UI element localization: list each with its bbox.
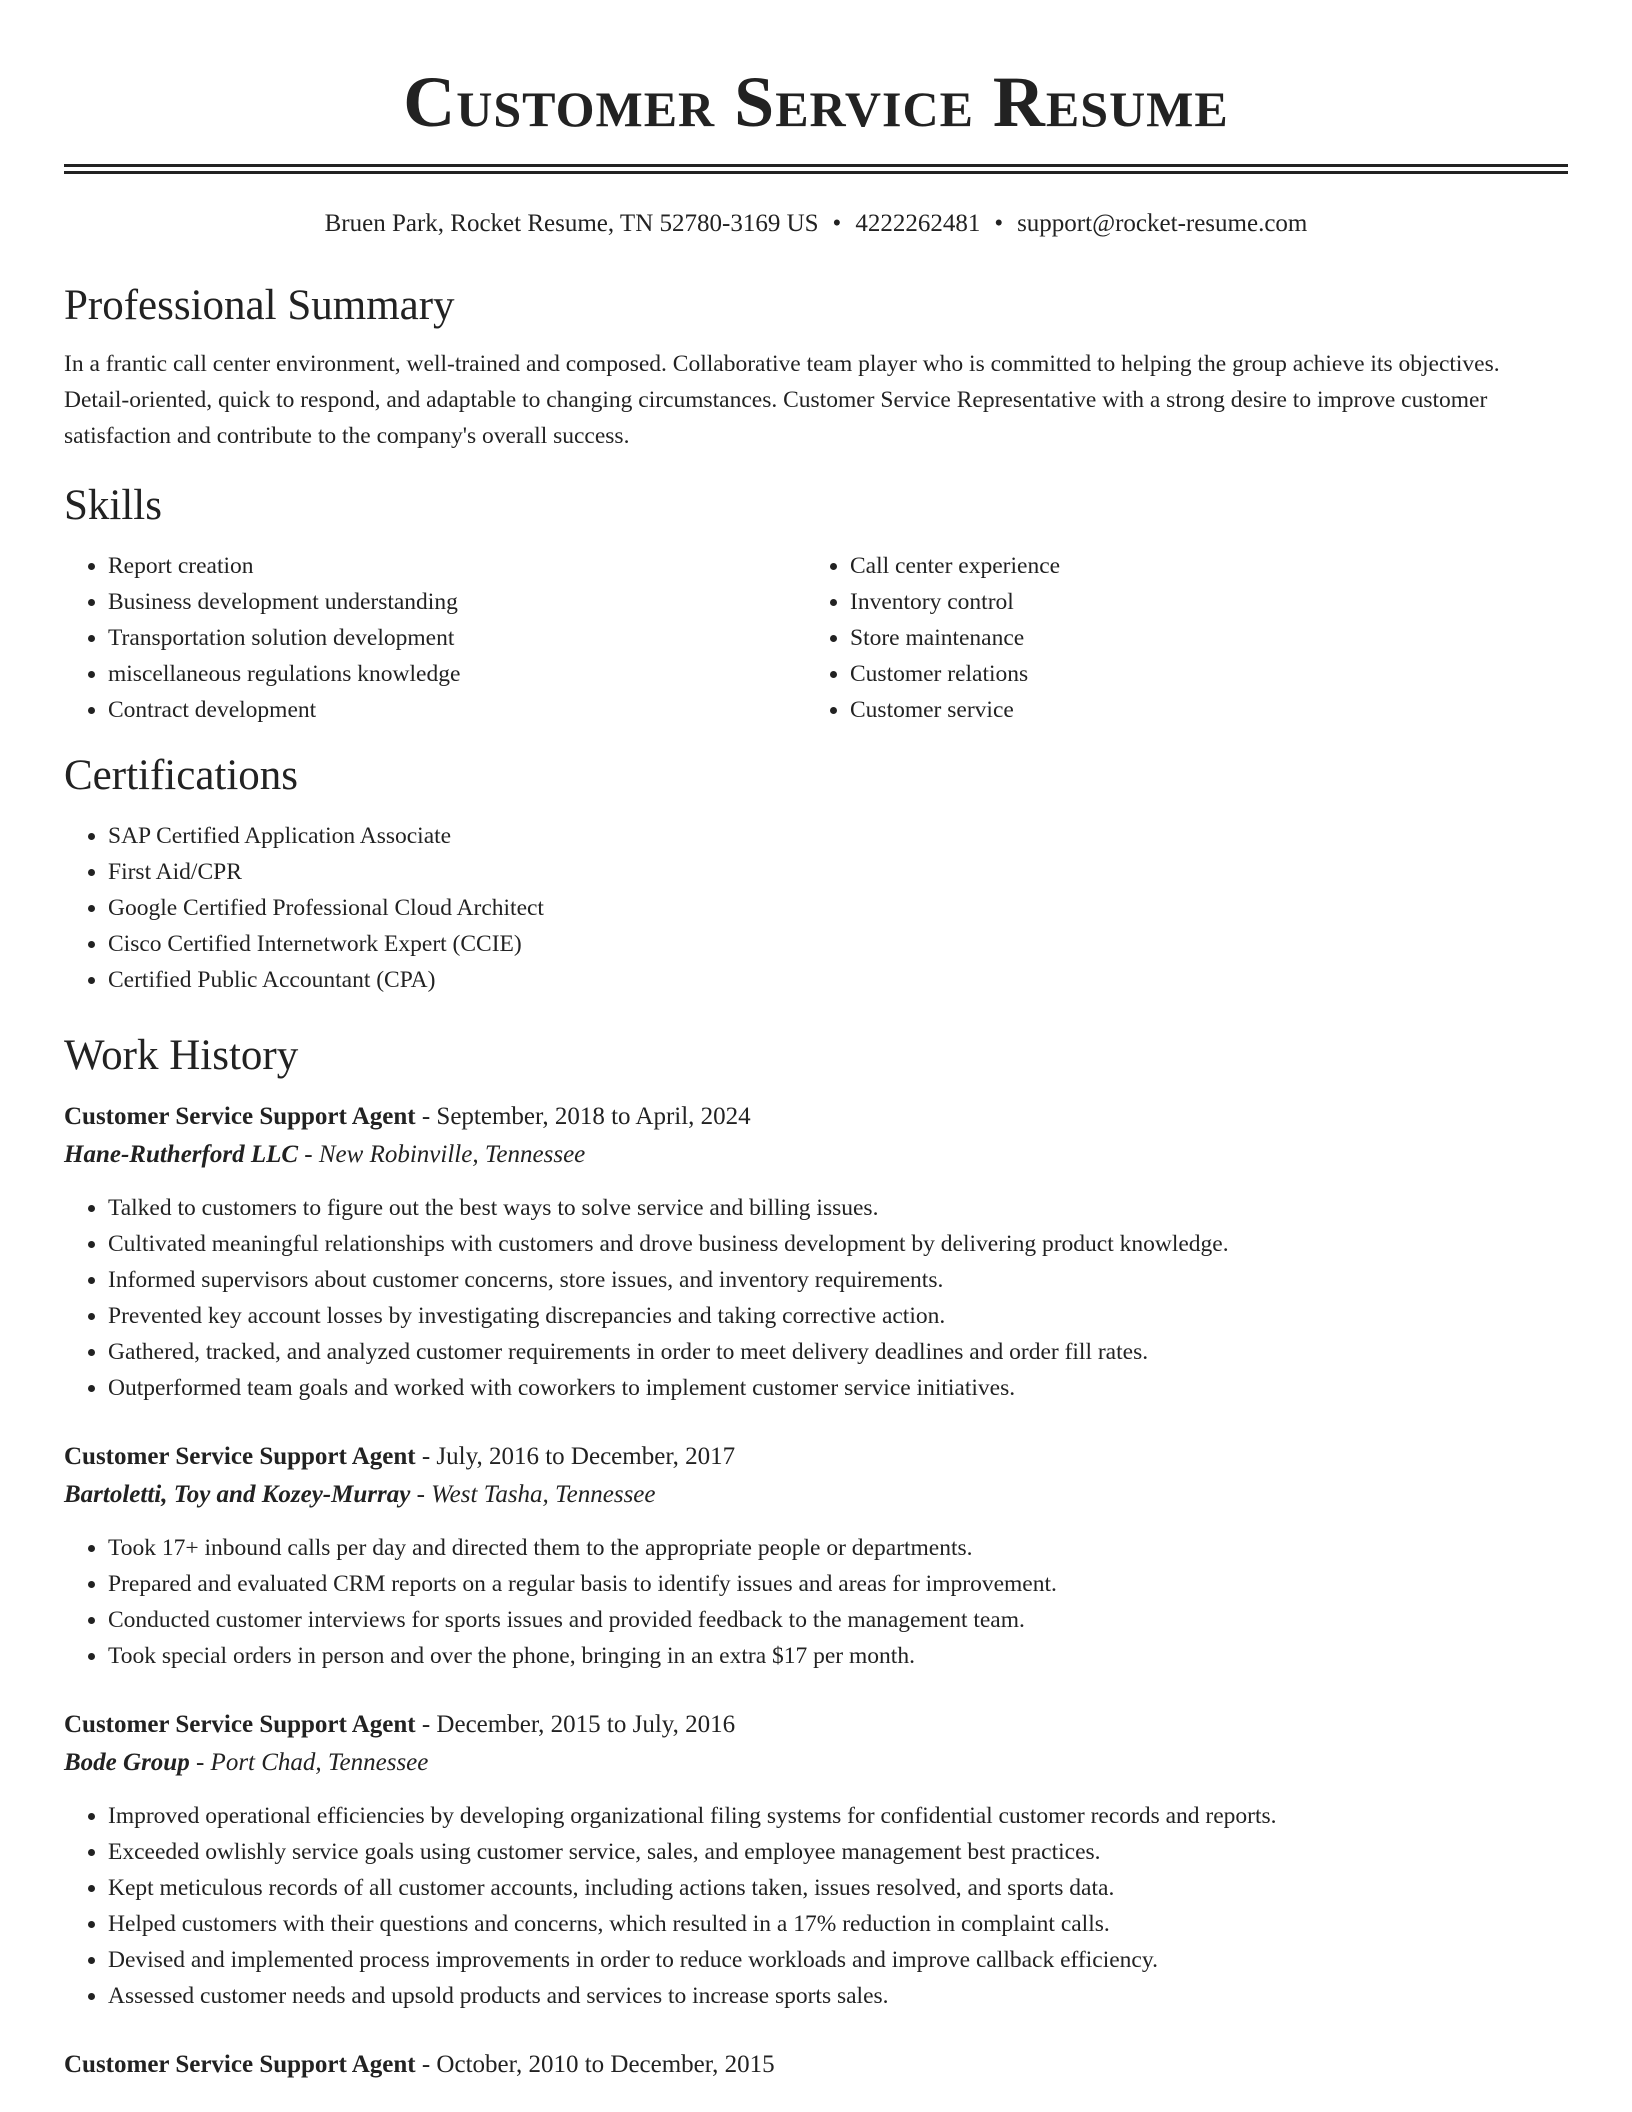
certification-item: • SAP Certified Application Associate bbox=[108, 818, 1568, 854]
job-header bbox=[64, 2046, 1568, 2084]
summary-text: In a frantic call center environment, well-trained and composed. Collaborative team player who is committed to helping the group achieve its objectives. Detail-oriented, quick to respond, and adaptable to changing circumstances. Customer Service Representative with a strong desire to improve customer satisfaction and contribute to the company's overall success. bbox=[64, 351, 1500, 449]
contact-email[interactable]: support@rocket-resume.com bbox=[1017, 210, 1308, 237]
job-duty: • Exceeded owlishly service goals using customer service, sales, and employee management best practices. bbox=[108, 1834, 1568, 1870]
job-entry bbox=[64, 1706, 1568, 2014]
certification-item: • Google Certified Professional Cloud Architect bbox=[108, 890, 1568, 926]
skills-heading: Skills bbox=[64, 482, 162, 529]
job-duties-list bbox=[64, 1530, 1568, 1674]
resume-page bbox=[64, 0, 1568, 2084]
certifications-list bbox=[64, 818, 1568, 998]
contact-address: Bruen Park, Rocket Resume, TN 52780-3169 US bbox=[324, 210, 819, 237]
job-duty: • Took 17+ inbound calls per day and directed them to the appropriate people or departments. bbox=[108, 1530, 1568, 1566]
job-duty: • Assessed customer needs and upsold products and services to increase sports sales. bbox=[108, 1978, 1568, 2014]
job-entry bbox=[64, 1098, 1568, 1406]
job-entry bbox=[64, 1438, 1568, 1674]
job-duty: • Took special orders in person and over the phone, bringing in an extra $17 per month. bbox=[108, 1638, 1568, 1674]
job-duty: • Prevented key account losses by investigating discrepancies and taking corrective action. bbox=[108, 1298, 1568, 1334]
job-role: Customer Service Support Agent bbox=[64, 1711, 416, 1738]
job-duties-list bbox=[64, 1190, 1568, 1406]
job-duty: • Cultivated meaningful relationships with customers and drove business development by delivering product knowledge. bbox=[108, 1226, 1568, 1262]
job-dates: - December, 2015 to July, 2016 bbox=[415, 1711, 736, 1738]
job-company: Bartoletti, Toy and Kozey-Murray bbox=[64, 1481, 411, 1508]
job-duty: • Improved operational efficiencies by developing organizational filing systems for confidential customer records and reports. bbox=[108, 1798, 1568, 1834]
job-role: Customer Service Support Agent bbox=[64, 1443, 416, 1470]
skill-item: • Contract development bbox=[108, 692, 806, 728]
contact-phone: 4222262481 bbox=[855, 210, 981, 237]
job-duties-list bbox=[64, 1798, 1568, 2014]
job-duty: • Informed supervisors about customer concerns, store issues, and inventory requirements. bbox=[108, 1262, 1568, 1298]
job-duty: • Conducted customer interviews for sports issues and provided feedback to the management team. bbox=[108, 1602, 1568, 1638]
skill-item: • Inventory control bbox=[850, 584, 1548, 620]
resume-title: Customer Service Resume bbox=[403, 62, 1229, 142]
skill-item: • Transportation solution development bbox=[108, 620, 806, 656]
job-header bbox=[64, 1706, 1568, 1744]
job-company-line bbox=[64, 1744, 1568, 1782]
title-double-rule bbox=[64, 164, 1568, 174]
job-role: Customer Service Support Agent bbox=[64, 2051, 416, 2078]
contact-line bbox=[64, 208, 1568, 240]
job-header bbox=[64, 1438, 1568, 1476]
skills-right-list bbox=[806, 548, 1548, 728]
job-duty: • Outperformed team goals and worked with coworkers to implement customer service initiatives. bbox=[108, 1370, 1568, 1406]
skills-right-column bbox=[806, 548, 1548, 728]
skill-item: • Customer relations bbox=[850, 656, 1548, 692]
certification-item: • First Aid/CPR bbox=[108, 854, 1568, 890]
job-dates: - October, 2010 to December, 2015 bbox=[415, 2051, 775, 2078]
job-location: - Port Chad, Tennessee bbox=[189, 1749, 429, 1776]
job-header bbox=[64, 1098, 1568, 1136]
job-duty: • Prepared and evaluated CRM reports on a regular basis to identify issues and areas for improvement. bbox=[108, 1566, 1568, 1602]
contact-separator: • bbox=[994, 210, 1004, 237]
skill-item: • Report creation bbox=[108, 548, 806, 584]
skill-item: • Store maintenance bbox=[850, 620, 1548, 656]
certifications-heading: Certifications bbox=[64, 752, 299, 799]
job-duty: • Talked to customers to figure out the best ways to solve service and billing issues. bbox=[108, 1190, 1568, 1226]
job-duty: • Devised and implemented process improvements in order to reduce workloads and improve callback efficiency. bbox=[108, 1942, 1568, 1978]
job-location: - West Tasha, Tennessee bbox=[410, 1481, 656, 1508]
job-company-line bbox=[64, 1476, 1568, 1514]
job-company-line bbox=[64, 1136, 1568, 1174]
skill-item: • Call center experience bbox=[850, 548, 1548, 584]
job-role: Customer Service Support Agent bbox=[64, 1103, 416, 1130]
job-dates: - July, 2016 to December, 2017 bbox=[415, 1443, 736, 1470]
skill-item: • miscellaneous regulations knowledge bbox=[108, 656, 806, 692]
skills-left-list bbox=[64, 548, 806, 728]
job-location: - New Robinville, Tennessee bbox=[298, 1141, 586, 1168]
job-duty: • Gathered, tracked, and analyzed customer requirements in order to meet delivery deadlines and order fill rates. bbox=[108, 1334, 1568, 1370]
work-history-heading: Work History bbox=[64, 1032, 299, 1079]
summary-heading: Professional Summary bbox=[64, 282, 455, 329]
job-entry bbox=[64, 2046, 1568, 2084]
certification-item: • Certified Public Accountant (CPA) bbox=[108, 962, 1568, 998]
job-duty: • Helped customers with their questions and concerns, which resulted in a 17% reduction in complaint calls. bbox=[108, 1906, 1568, 1942]
skill-item: • Customer service bbox=[850, 692, 1548, 728]
job-duty: • Kept meticulous records of all customer accounts, including actions taken, issues resolved, and sports data. bbox=[108, 1870, 1568, 1906]
skills-grid bbox=[64, 548, 1568, 728]
job-dates: - September, 2018 to April, 2024 bbox=[415, 1103, 751, 1130]
certification-item: • Cisco Certified Internetwork Expert (CCIE) bbox=[108, 926, 1568, 962]
job-company: Bode Group bbox=[64, 1749, 190, 1776]
job-company: Hane-Rutherford LLC bbox=[64, 1141, 299, 1168]
skills-left-column bbox=[64, 548, 806, 728]
skill-item: • Business development understanding bbox=[108, 584, 806, 620]
contact-separator: • bbox=[832, 210, 842, 237]
